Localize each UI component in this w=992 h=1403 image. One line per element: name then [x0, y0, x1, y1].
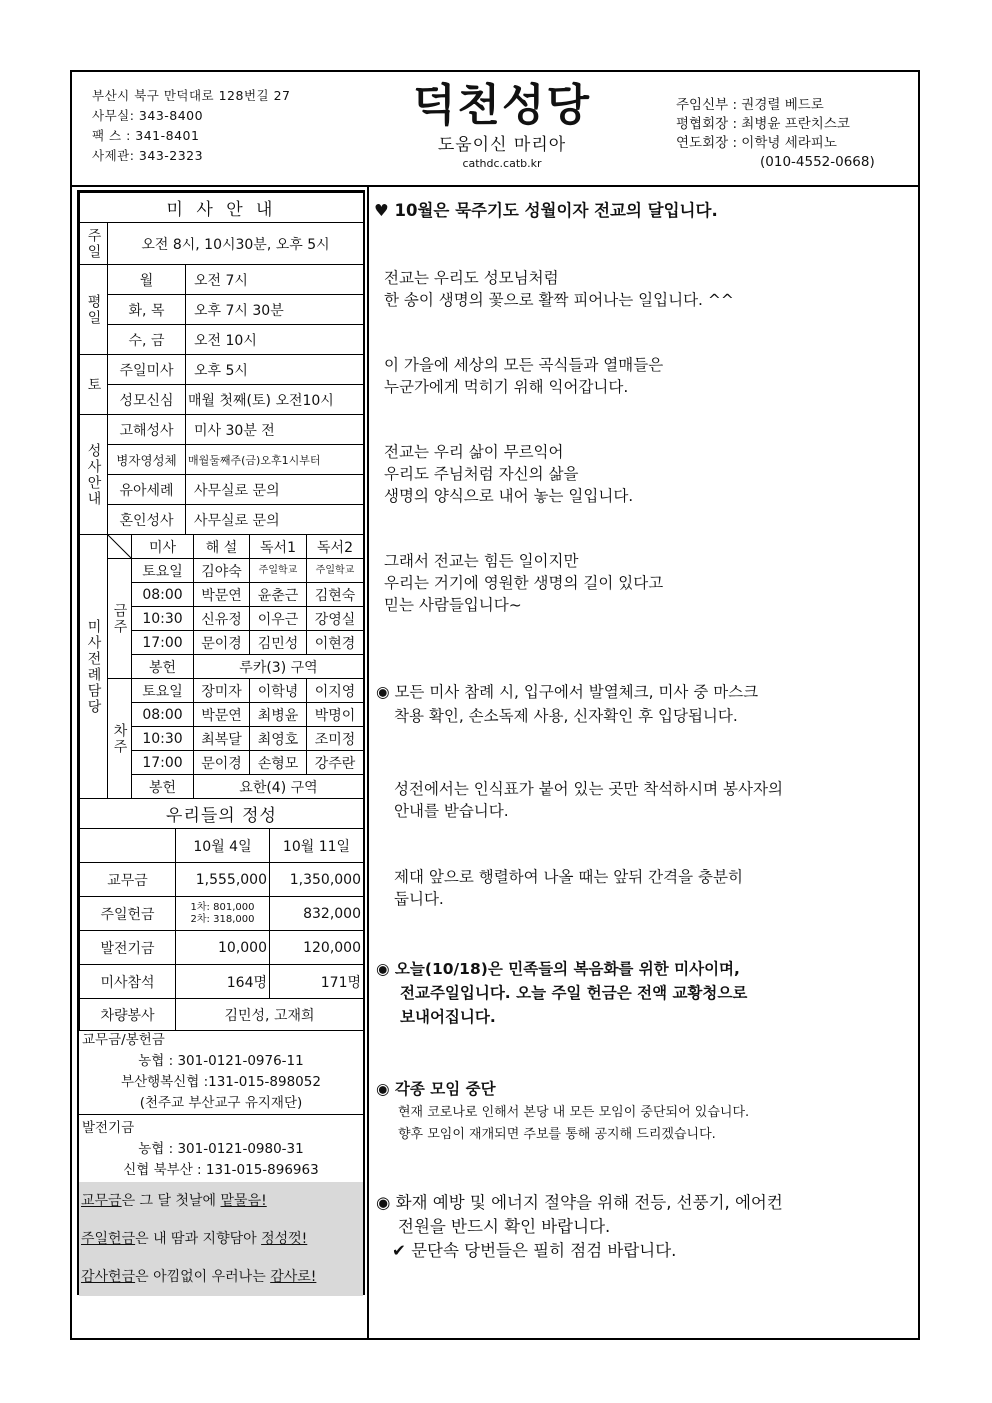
duty-reader1: 김민성 — [250, 631, 307, 655]
sunday-times: 오전 8시, 10시30분, 오후 5시 — [108, 223, 364, 265]
sacrament-item: 고해성사 — [108, 415, 186, 445]
paragraph-line: 이 가을에 세상의 모든 곡식들과 열매들은 — [384, 356, 664, 374]
slogan-key: 주일헌금 — [81, 1231, 136, 1247]
bank-line: (천주교 부산교구 유지재단) — [139, 1095, 303, 1111]
duty-reader2: 강주란 — [307, 751, 364, 775]
sacrament-info: 사무실로 문의 — [186, 475, 364, 505]
bank-line: 신협 북부산 : 131-015-896963 — [123, 1162, 319, 1178]
sunday-label: 주일 — [80, 223, 108, 265]
regional-head: 연도회장 : 이학녕 세라피노 — [676, 135, 837, 151]
date-header: 10월 11일 — [270, 829, 364, 863]
offering-value: 164명 — [176, 965, 270, 999]
liturgy-duty-table — [79, 534, 364, 799]
header-diagonal — [108, 535, 132, 559]
bulletin-header — [72, 72, 918, 187]
col-header: 독서2 — [307, 535, 364, 559]
bank-accounts-dev — [79, 1118, 363, 1181]
offering-row-label: 발전기금 — [80, 931, 176, 965]
duty-reader1: 주일학교 — [250, 559, 307, 583]
patron-name: 도움이신 마리아 — [437, 135, 567, 155]
slogan-key: 감사헌금 — [81, 1269, 136, 1285]
paragraph-line: 전교는 우리도 성모님처럼 — [384, 269, 559, 287]
slogan-key: 교무금 — [81, 1193, 122, 1209]
duty-mass: 토요일 — [132, 559, 194, 583]
duty-mass: 08:00 — [132, 583, 194, 607]
offering-title: 우리들의 정성 — [80, 799, 364, 829]
duty-reader2: 강영실 — [307, 607, 364, 631]
notice-line: 안내를 받습니다. — [394, 802, 509, 820]
notice-line: 현재 코로나로 인해서 본당 내 모든 모임이 중단되어 있습니다. — [398, 1105, 750, 1120]
offering-value: 832,000 — [270, 897, 364, 931]
offering-row-label: 교무금 — [80, 863, 176, 897]
duty-mass: 17:00 — [132, 631, 194, 655]
duty-mass: 17:00 — [132, 751, 194, 775]
duty-reader2: 김현숙 — [307, 583, 364, 607]
offering-row-label: 주일헌금 — [80, 897, 176, 931]
notice-line: 전교주일입니다. 오늘 주일 헌금은 전액 교황청으로 — [400, 984, 748, 1002]
address: 부산시 북구 만덕대로 128번길 27 — [92, 88, 291, 103]
notice-line: 둡니다. — [394, 890, 444, 908]
notice-line: 전원을 반드시 확인 바랍니다. — [398, 1217, 611, 1236]
offering-district: 요한(4) 구역 — [194, 775, 364, 799]
slogan — [79, 1182, 363, 1220]
duty-mass: 08:00 — [132, 703, 194, 727]
pastor: 주임신부 : 권경렬 베드로 — [676, 97, 824, 113]
divider — [79, 1114, 363, 1115]
slogan-text: 은 그 달 첫날에 — [121, 1193, 221, 1209]
office-phone: 사무실: 343-8400 — [92, 108, 204, 123]
offering-row-label: 미사참석 — [80, 965, 176, 999]
slogan-box — [79, 1182, 363, 1296]
offering-value: 120,000 — [270, 931, 364, 965]
paragraph-line: 믿는 사람들입니다~ — [384, 596, 522, 614]
duty-mass: 토요일 — [132, 679, 194, 703]
weekday-day: 월 — [108, 265, 186, 295]
offering-value-second: 2차: 318,000 — [190, 913, 255, 925]
council-head: 평협회장 : 최병윤 프란치스코 — [676, 116, 850, 132]
notice-line: ◉ 오늘(10/18)은 민족들의 복음화를 위한 미사이며, — [376, 960, 740, 978]
duty-reader1: 윤춘근 — [250, 583, 307, 607]
sacrament-info: 매월둘째주(금)오후1시부터 — [186, 445, 364, 475]
slogan-emph: 맡물음! — [220, 1193, 267, 1209]
bank-line: 농협 : 301-0121-0976-11 — [138, 1053, 304, 1069]
weekday-time: 오전 7시 — [186, 265, 364, 295]
sacrament-info: 사무실로 문의 — [186, 505, 364, 535]
offering-table — [79, 798, 364, 1031]
saturday-time: 오후 5시 — [186, 355, 364, 385]
col-header: 독서1 — [250, 535, 307, 559]
bulletin-frame — [70, 70, 920, 1340]
bank-line: 농협 : 301-0121-0980-31 — [138, 1141, 304, 1157]
col-header: 미사 — [132, 535, 194, 559]
duty-reader2: 주일학교 — [307, 559, 364, 583]
slogan-text: 은 내 땀과 지향담아 — [135, 1231, 262, 1247]
paragraph-line: 전교는 우리 삶이 무르익어 — [384, 443, 564, 461]
offering-value-first: 1차: 801,000 — [190, 901, 255, 913]
notice-line: 착용 확인, 손소독제 사용, 신자확인 후 입당됩니다. — [394, 707, 738, 725]
duty-reader1: 최영호 — [250, 727, 307, 751]
slogan-text: 은 아낌없이 우러나는 — [135, 1269, 271, 1285]
duty-reader1: 최병윤 — [250, 703, 307, 727]
week1-label: 금주 — [108, 559, 132, 679]
paragraph-line: 우리는 거기에 영원한 생명의 길이 있다고 — [384, 574, 664, 592]
week2-label: 차주 — [108, 679, 132, 799]
saturday-item: 성모신심 — [108, 385, 186, 415]
weekday-time: 오전 10시 — [186, 325, 364, 355]
notice-line: ✔ 문단속 당번들은 필히 점검 바랍니다. — [392, 1241, 677, 1260]
saturday-item: 주일미사 — [108, 355, 186, 385]
column-divider — [367, 185, 369, 1340]
paragraph-line: 생명의 양식으로 내어 놓는 일입니다. — [384, 487, 634, 505]
offering-value: 1,350,000 — [270, 863, 364, 897]
vehicle-value: 김민성, 고재희 — [176, 999, 364, 1031]
notice-line: 성전에서는 인식표가 붙어 있는 곳만 착석하시며 봉사자의 — [394, 780, 783, 798]
offering-value: 1,555,000 — [176, 863, 270, 897]
duty-mass: 10:30 — [132, 607, 194, 631]
notice-line: ◉ 모든 미사 참례 시, 입구에서 발열체크, 미사 중 마스크 — [376, 683, 759, 701]
slogan — [79, 1220, 363, 1258]
paragraph-line: 한 송이 생명의 꽃으로 활짝 피어나는 일입니다. ^^ — [384, 291, 734, 309]
duty-commentator: 박문연 — [194, 703, 250, 727]
offering-label: 봉헌 — [132, 655, 194, 679]
notice-line: ◉ 화재 예방 및 에너지 절약을 위해 전등, 선풍기, 에어컨 — [376, 1193, 783, 1212]
mass-title: 미 사 안 내 — [80, 193, 364, 223]
mass-schedule-table — [79, 192, 364, 535]
paragraph-line: 우리도 주님처럼 자신의 삶을 — [384, 465, 579, 483]
duty-reader1: 이우근 — [250, 607, 307, 631]
bank-line: 부산행복신협 :131-015-898052 — [121, 1074, 321, 1090]
duty-reader1: 손형모 — [250, 751, 307, 775]
duty-commentator: 장미자 — [194, 679, 250, 703]
bank-title-offering: 교무금/봉헌금 — [82, 1032, 165, 1048]
duty-reader2: 조미정 — [307, 727, 364, 751]
sacrament-info: 미사 30분 전 — [186, 415, 364, 445]
paragraph-line: 누군가에게 먹히기 위해 익어갑니다. — [384, 378, 629, 396]
vehicle-label: 차량봉사 — [80, 999, 176, 1031]
duty-commentator: 신유정 — [194, 607, 250, 631]
duty-commentator: 문이경 — [194, 751, 250, 775]
duty-commentator: 최복달 — [194, 727, 250, 751]
duty-reader2: 박명이 — [307, 703, 364, 727]
headline: ♥ 10월은 묵주기도 성월이자 전교의 달입니다. — [374, 201, 718, 220]
website: cathdc.catb.kr — [462, 157, 542, 170]
slogan-emph: 정성껏! — [261, 1231, 308, 1247]
offering-district: 루카(3) 구역 — [194, 655, 364, 679]
notice-line: ◉ 각종 모임 중단 — [376, 1080, 496, 1098]
saturday-label: 토 — [80, 355, 108, 415]
saturday-time: 매월 첫째(토) 오전10시 — [186, 385, 364, 415]
duty-reader1: 이학녕 — [250, 679, 307, 703]
regional-phone: (010-4552-0668) — [760, 154, 875, 170]
duty-mass: 10:30 — [132, 727, 194, 751]
church-name: 덕천성당 — [412, 80, 591, 131]
sacrament-item: 유아세례 — [108, 475, 186, 505]
date-header: 10월 4일 — [176, 829, 270, 863]
offering-value: 10,000 — [176, 931, 270, 965]
notice-line: 제대 앞으로 행렬하여 나올 때는 앞뒤 간격을 충분히 — [394, 868, 743, 886]
offering-label: 봉헌 — [132, 775, 194, 799]
weekday-time: 오후 7시 30분 — [186, 295, 364, 325]
blank-cell — [80, 829, 176, 863]
slogan — [79, 1258, 363, 1296]
left-column — [77, 190, 365, 1295]
duty-label: 미사전례담당 — [80, 535, 108, 799]
duty-reader2: 이지영 — [307, 679, 364, 703]
col-header: 해 설 — [194, 535, 250, 559]
notice-line: 향후 모임이 재개되면 주보를 통해 공지해 드리겠습니다. — [398, 1127, 716, 1142]
weekday-day: 수, 금 — [108, 325, 186, 355]
slogan-emph: 감사로! — [270, 1269, 317, 1285]
church-brand — [402, 78, 602, 172]
sacrament-item: 혼인성사 — [108, 505, 186, 535]
bank-accounts — [79, 1030, 363, 1114]
weekday-label: 평일 — [80, 265, 108, 355]
duty-reader2: 이현경 — [307, 631, 364, 655]
offering-value: 171명 — [270, 965, 364, 999]
duty-commentator: 문이경 — [194, 631, 250, 655]
rectory-phone: 사제관: 343-2323 — [92, 148, 204, 163]
fax: 팩 스 : 341-8401 — [92, 128, 200, 143]
contact-block — [92, 86, 290, 166]
bank-title-development: 발전기금 — [82, 1120, 135, 1136]
duty-commentator: 김야숙 — [194, 559, 250, 583]
weekday-day: 화, 목 — [108, 295, 186, 325]
duty-commentator: 박문연 — [194, 583, 250, 607]
sacrament-item: 병자영성체 — [108, 445, 186, 475]
staff-block — [676, 96, 875, 172]
sacrament-label: 성사안내 — [80, 415, 108, 535]
notice-line: 보내어집니다. — [400, 1008, 496, 1026]
paragraph-line: 그래서 전교는 힘든 일이지만 — [384, 552, 579, 570]
